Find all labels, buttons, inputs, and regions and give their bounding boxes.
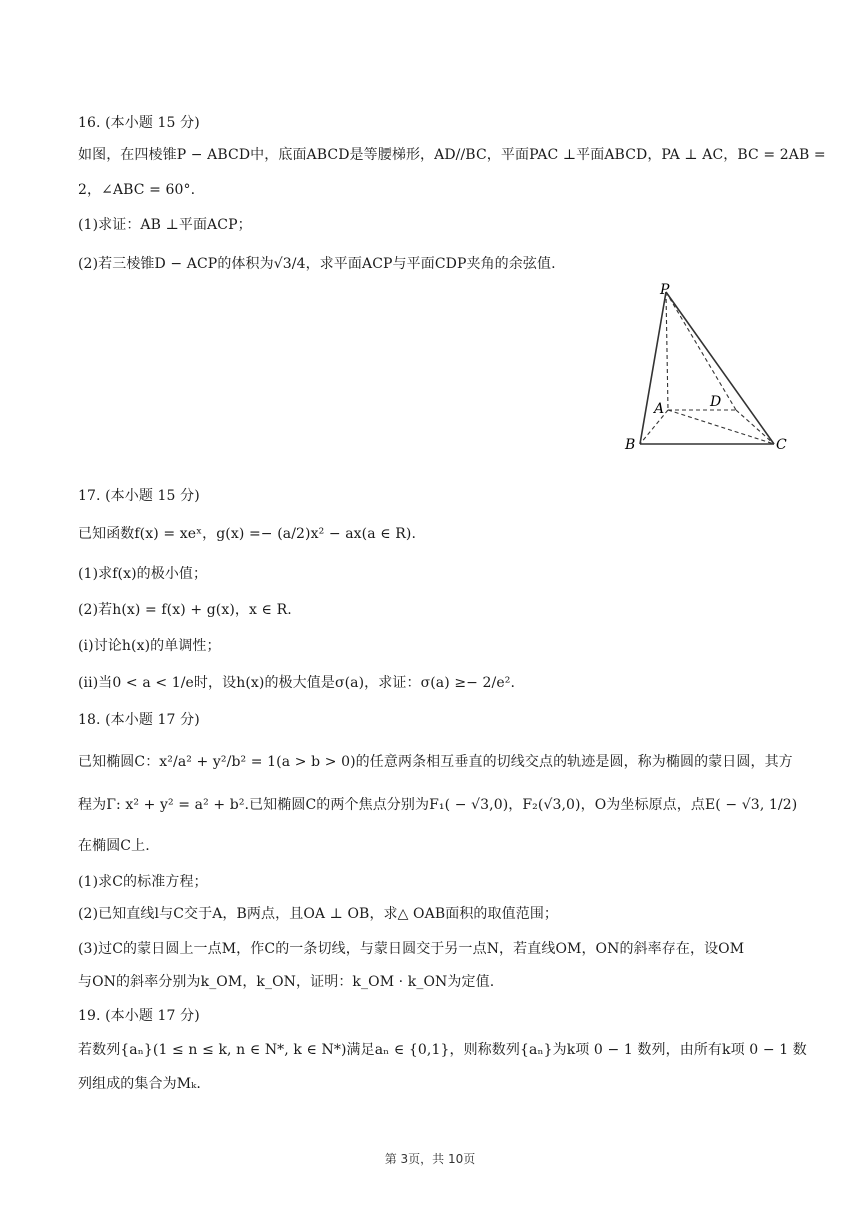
problem-16-line-2: 2，∠ABC = 60°. <box>78 182 196 198</box>
problem-17-line-1: 已知函数f(x) = xeˣ，g(x) =− (a/2)x² − ax(a ∈ R). <box>78 526 416 542</box>
pyramid-diagram <box>610 280 800 460</box>
problem-17-line-5: (ii)当0 < a < 1/e时，设h(x)的极大值是σ(a)，求证：σ(a) ≥− 2/e². <box>78 675 516 691</box>
problem-16-line-3: (1)求证：AB ⊥平面ACP； <box>78 217 252 233</box>
problem-19-header: 19. (本小题 17 分) <box>78 1008 200 1024</box>
problem-17-line-4: (i)讨论h(x)的单调性； <box>78 638 221 654</box>
problem-18-line-7: 与ON的斜率分别为k_OM，k_ON，证明：k_OM · k_ON为定值. <box>78 974 495 990</box>
page-footer: 第 3页，共 10页 <box>384 1152 476 1166</box>
problem-17-header: 17. (本小题 15 分) <box>78 488 200 504</box>
label-a: A <box>654 401 665 417</box>
problem-18-line-5: (2)已知直线l与C交于A，B两点，且OA ⊥ OB，求△ OAB面积的取值范围； <box>78 906 559 922</box>
problem-18-line-3: 在椭圆C上. <box>78 838 150 854</box>
problem-16-line-1: 如图，在四棱锥P − ABCD中，底面ABCD是等腰梯形，AD//BC，平面PAC ⊥平面ABCD，PA ⊥ AC，BC = 2AB = <box>78 147 826 163</box>
problem-18-line-4: (1)求C的标准方程； <box>78 874 208 890</box>
problem-17-line-3: (2)若h(x) = f(x) + g(x)，x ∈ R. <box>78 602 292 618</box>
label-p: P <box>660 282 670 298</box>
label-b: B <box>625 437 636 453</box>
problem-16-header: 16. (本小题 15 分) <box>78 115 200 131</box>
label-c: C <box>776 437 787 453</box>
problem-18-line-6: (3)过C的蒙日圆上一点M，作C的一条切线，与蒙日圆交于另一点N，若直线OM，ON的斜率存在，设OM <box>78 941 745 957</box>
problem-19-line-2: 列组成的集合为Mₖ. <box>78 1076 201 1092</box>
problem-19-line-1: 若数列{aₙ}(1 ≤ n ≤ k, n ∈ N*, k ∈ N*)满足aₙ ∈ {0,1}，则称数列{aₙ}为k项 0 − 1 数列，由所有k项 0 − 1 数 <box>78 1042 807 1058</box>
problem-16-line-4: (2)若三棱锥D − ACP的体积为√3/4，求平面ACP与平面CDP夹角的余弦值. <box>78 256 556 272</box>
problem-18-line-1: 已知椭圆C：x²/a² + y²/b² = 1(a > b > 0)的任意两条相互垂直的切线交点的轨迹是圆，称为椭圆的蒙日圆，其方 <box>78 754 793 770</box>
label-d: D <box>710 394 722 410</box>
problem-17-line-2: (1)求f(x)的极小值； <box>78 566 208 582</box>
pyramid-figure <box>610 280 800 460</box>
problem-18-line-2: 程为Γ: x² + y² = a² + b².已知椭圆C的两个焦点分别为F₁( − √3,0)，F₂(√3,0)，O为坐标原点，点E( − √3, 1/2) <box>78 797 798 813</box>
problem-18-header: 18. (本小题 17 分) <box>78 712 200 728</box>
